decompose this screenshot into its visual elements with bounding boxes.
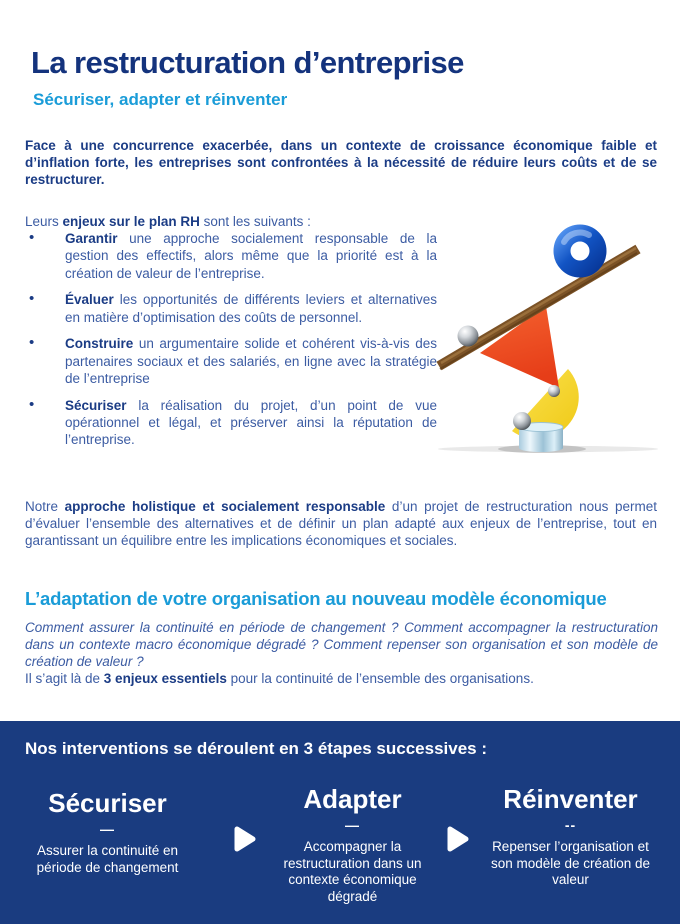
band-heading: Nos interventions se déroulent en 3 étapes successives : [25,739,488,758]
bullet-text: la réalisation du projet, d’un point de vue opérationnel et légal, et préserver ainsi la réputation de l’entreprise. [65,397,437,448]
balance-seesaw-illustration [436,213,666,458]
bullet-lead: Sécuriser [65,397,127,413]
metal-ball [513,412,531,430]
intro-paragraph: Face à une concurrence exacerbée, dans un contexte de croissance économique faible et d’inflation forte, les entreprises sont confrontées à la nécessité de réduire leurs coûts et de se restructurer. [25,137,657,187]
step-adapter [250,783,455,905]
list-item [25,291,437,326]
bullet-text: une approche socialement responsable de la gestion des effectifs, alors même que la priorité est à la création de valeur de l’entreprise. [65,231,437,281]
bullet-lead: Construire [65,336,134,352]
enjeux-bold: enjeux sur le plan RH [62,213,200,229]
section-heading: L’adaptation de votre organisation au nouveau modèle économique [25,588,607,610]
metal-ball [458,326,479,347]
step-dash: — [100,821,115,837]
conclusion-suffix: pour la continuité de l’ensemble des organisations. [226,671,534,686]
approach-suffix: d’un projet de restructuration nous permet d’évaluer l’ensemble des alternatives et de définir un plan adapté aux enjeux de l’entreprise, tout en garantissant un équilibre entre les implications économiques et sociales. [25,498,658,548]
step-title: Réinventer [503,784,638,814]
approach-prefix: Notre [25,498,65,514]
steps-band [0,721,680,924]
bullet-lead: Garantir [65,231,118,246]
enjeux-suffix: sont les suivants : [199,213,311,229]
step-dash: -- [564,817,577,833]
bullet-list [25,230,437,458]
enjeux-prefix: Leurs [25,213,63,229]
step-description: Assurer la continuité en période de changement [36,843,179,875]
list-item [25,230,437,282]
approach-paragraph [25,498,657,549]
list-item [25,397,437,449]
bullet-text: les opportunités de différents leviers et alternatives en matière d’optimisation des coûts de personnel. [65,292,437,325]
step-title: Sécuriser [48,788,167,818]
step-description: Repenser l’organisation et son modèle de création de valeur [490,839,651,887]
bullet-text: un argumentaire solide et cohérent vis-à-vis des partenaires sociaux et des salariés, en ligne avec la stratégie de l’entreprise [65,336,437,387]
step-dash: — [345,817,360,833]
step-title: Adapter [303,784,402,814]
approach-bold: approche holistique et socialement responsable [64,498,386,514]
metal-ball [548,385,560,397]
questions-paragraph: Comment assurer la continuité en période de changement ? Comment accompagner la restructuration dans un contexte macro économique dégradé ? Comment repenser son organisation et son modèle de création de valeur ? [25,620,658,669]
step-description: Accompagner la restructuration dans un contexte économique dégradé [283,839,422,904]
conclusion-prefix: Il s’agit là de [25,671,104,686]
balance-seesaw-illustration [436,213,666,458]
list-item [25,335,437,387]
page-title: La restructuration d’entreprise [31,44,464,80]
step-securiser [5,783,210,876]
step-reinventer [468,783,673,889]
conclusion-bold: 3 enjeux essentiels [103,671,227,686]
page-subtitle: Sécuriser, adapter et réinventer [33,90,288,110]
conclusion-line [25,670,658,687]
bullet-lead: Évaluer [65,292,114,308]
questions-block [25,619,658,687]
